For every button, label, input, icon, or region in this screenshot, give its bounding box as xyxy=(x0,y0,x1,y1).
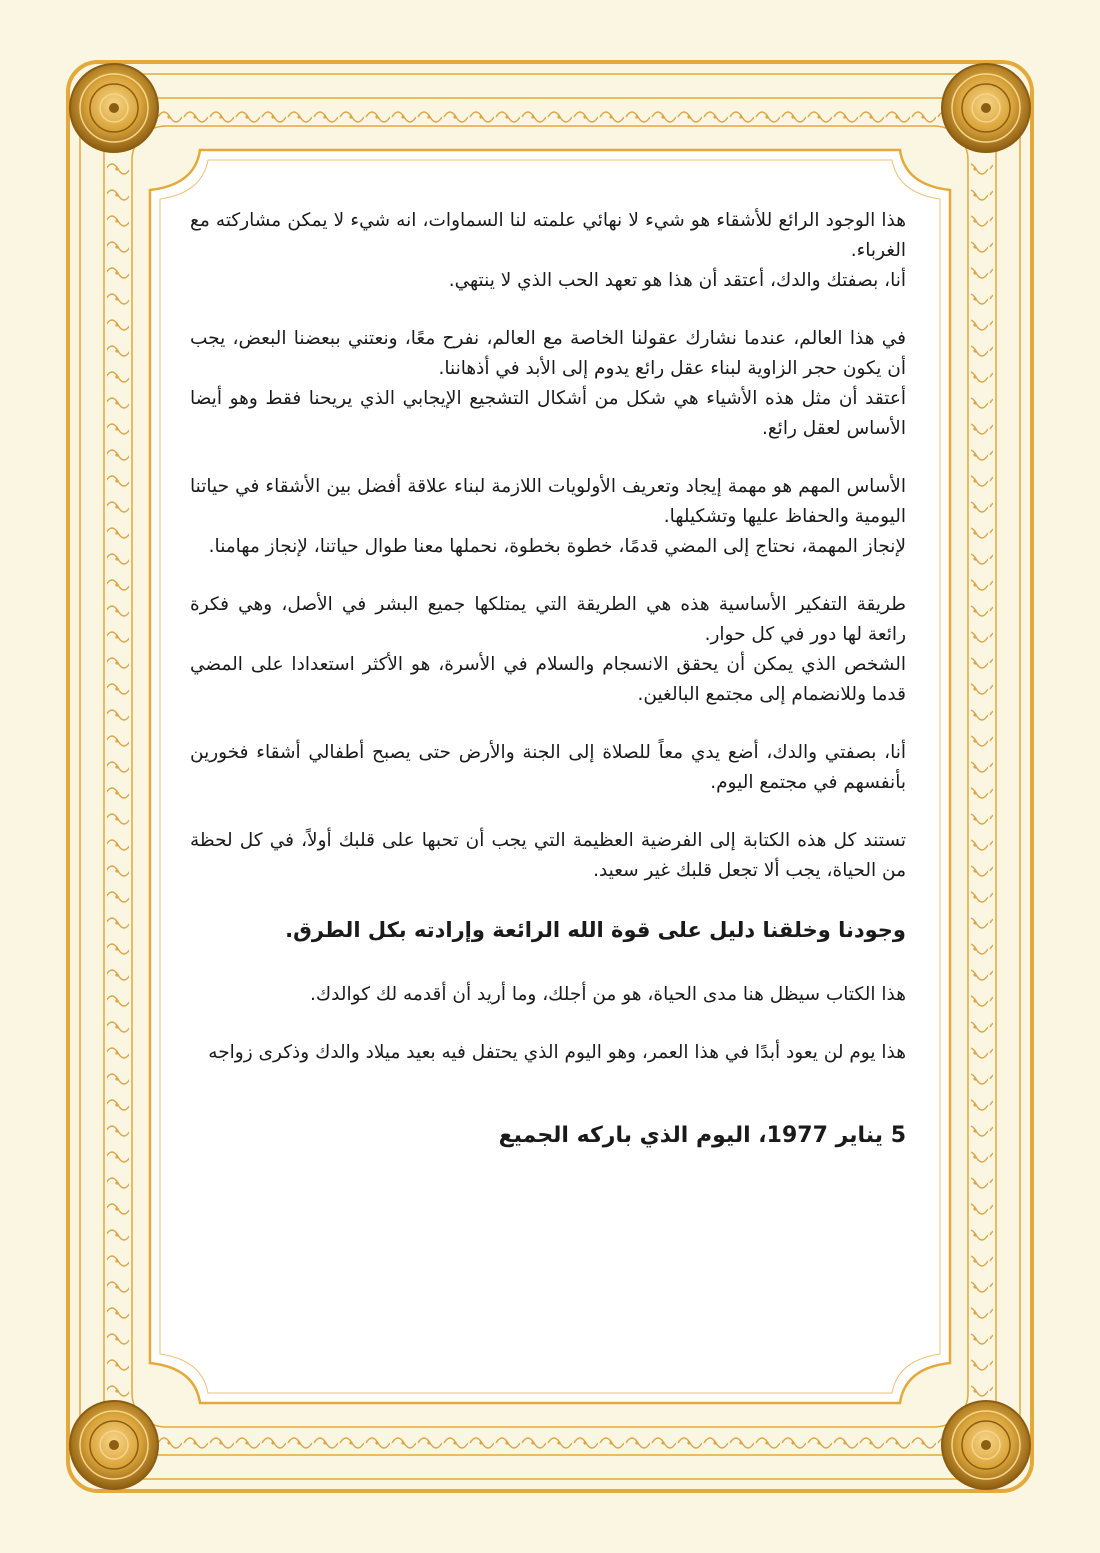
body-paragraphs xyxy=(190,206,906,886)
paragraph xyxy=(190,1038,906,1068)
paragraph xyxy=(190,980,906,1010)
paragraph xyxy=(190,472,906,562)
paragraph-line: أنا، بصفتك والدك، أعتقد أن هذا هو تعهد الحب الذي لا ينتهي. xyxy=(448,270,906,291)
paragraph-line: أعتقد أن مثل هذه الأشياء هي شكل من أشكال التشجيع الإيجابي الذي يريحنا فقط وهو أيضا الأساس لعقل رائع. xyxy=(190,388,906,439)
closing-paragraphs xyxy=(190,980,906,1068)
paragraph-line: في هذا العالم، عندما نشارك عقولنا الخاصة مع العالم، نفرح معًا، ونعتني ببعضنا البعض، يجب أن يكون حجر الزاوية لبناء عقل رائع يدوم إلى الأبد في أذهاننا. xyxy=(190,328,906,379)
paragraph-line: أنا، بصفتي والدك، أضع يدي معاً للصلاة إلى الجنة والأرض حتى يصبح أطفالي أشقاء فخورين بأنفسهم في مجتمع اليوم. xyxy=(190,742,906,793)
paragraph xyxy=(190,206,906,296)
letter-heading: وجودنا وخلقنا دليل على قوة الله الرائعة وإرادته بكل الطرق. xyxy=(285,918,906,942)
paragraph xyxy=(190,324,906,444)
paragraph-line: هذا الوجود الرائع للأشقاء هو شيء لا نهائي علمته لنا السماوات، انه شيء لا يمكن مشاركته مع الغرباء. xyxy=(190,210,906,261)
paragraph xyxy=(190,738,906,798)
paragraph xyxy=(190,590,906,710)
corner-medallion-top-right xyxy=(942,64,1030,152)
corner-medallion-bottom-left xyxy=(70,1401,158,1489)
paragraph xyxy=(190,826,906,886)
paragraph-line: الشخص الذي يمكن أن يحقق الانسجام والسلام في الأسرة، هو الأكثر استعدادا على المضي قدما وللانضمام إلى مجتمع البالغين. xyxy=(190,654,906,705)
paragraph-line: هذا يوم لن يعود أبدًا في هذا العمر، وهو اليوم الذي يحتفل فيه بعيد ميلاد والدك وذكرى زواجه xyxy=(208,1042,906,1063)
paragraph-line: لإنجاز المهمة، نحتاج إلى المضي قدمًا، خطوة بخطوة، نحملها معنا طوال حياتنا، لإنجاز مهامنا. xyxy=(208,536,906,557)
paragraph-line: طريقة التفكير الأساسية هذه هي الطريقة التي يمتلكها جميع البشر في الأصل، وهي فكرة رائعة لها دور في كل حوار. xyxy=(190,594,906,645)
paragraph-line: الأساس المهم هو مهمة إيجاد وتعريف الأولويات اللازمة لبناء علاقة أفضل بين الأشقاء في حياتنا اليومية والحفاظ عليها وتشكيلها. xyxy=(190,476,906,527)
corner-medallion-bottom-right xyxy=(942,1401,1030,1489)
paragraph-line: تستند كل هذه الكتابة إلى الفرضية العظيمة التي يجب أن تحبها على قلبك أولاً، في كل لحظة من الحياة، يجب ألا تجعل قلبك غير سعيد. xyxy=(190,830,906,881)
letter-body xyxy=(190,206,906,1152)
paragraph-line: هذا الكتاب سيظل هنا مدى الحياة، هو من أجلك، وما أريد أن أقدمه لك كوالدك. xyxy=(310,984,906,1005)
corner-medallion-top-left xyxy=(70,64,158,152)
date-line: 5 يناير 1977، اليوم الذي باركه الجميع xyxy=(498,1123,906,1148)
